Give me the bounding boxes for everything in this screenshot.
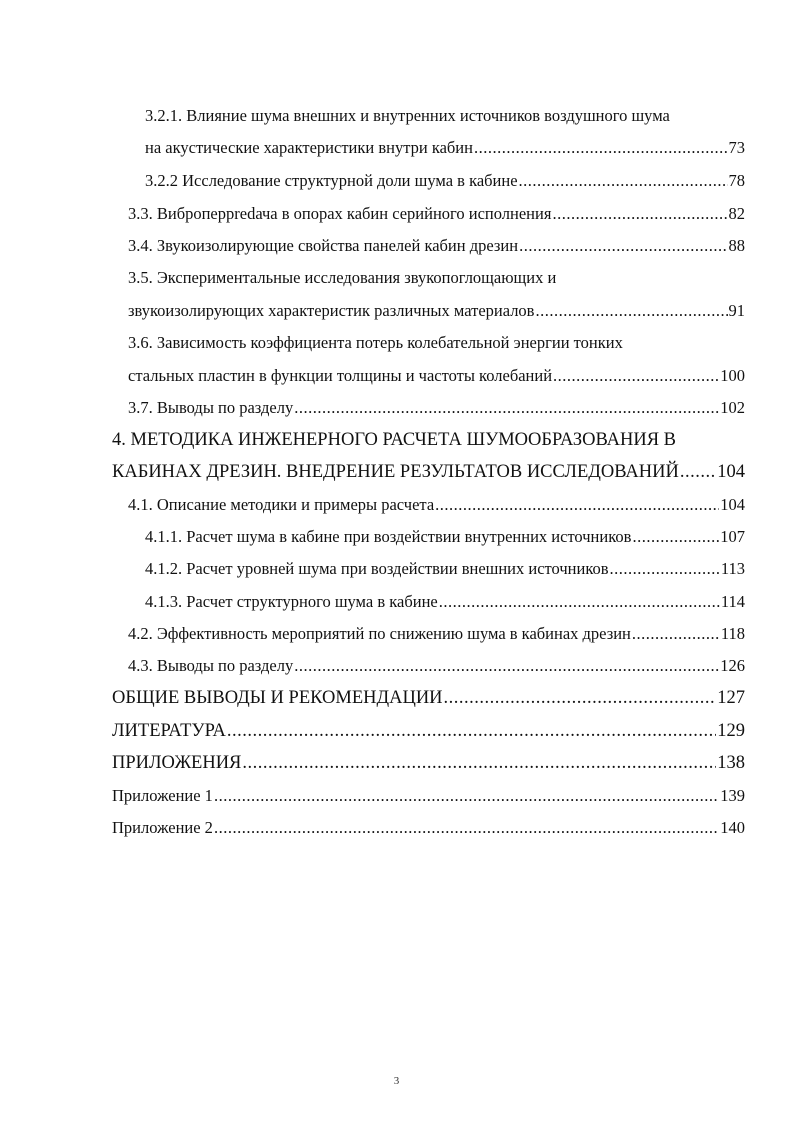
toc-page-number: 102 — [720, 398, 745, 417]
leader-dots — [214, 818, 719, 838]
toc-entry-3-2-2 — [145, 171, 745, 191]
toc-entry-text: 4.1.2. Расчет уровней шума при воздействии внешних источников — [145, 559, 609, 578]
leader-dots — [680, 462, 716, 482]
leader-dots — [474, 138, 728, 158]
leader-dots — [519, 171, 728, 191]
toc-entry-4-1 — [128, 495, 745, 515]
toc-entry-4-1-2 — [145, 559, 745, 579]
toc-entry-text: Приложение 1 — [112, 786, 213, 805]
leader-dots — [632, 527, 719, 547]
leader-dots — [242, 753, 716, 773]
toc-page-number: 139 — [720, 786, 745, 805]
toc-entry-text: Приложение 2 — [112, 818, 213, 837]
toc-entry-text: ОБЩИЕ ВЫВОДЫ И РЕКОМЕНДАЦИИ — [112, 688, 443, 708]
toc-entry-3-3 — [128, 204, 745, 224]
leader-dots — [435, 495, 719, 515]
toc-entry-4-2 — [128, 624, 745, 644]
toc-entry-text: 3.2.1. Влияние шума внешних и внутренних источников воздушного шума — [145, 106, 670, 125]
toc-entry-text: 4.2. Эффективность мероприятий по снижению шума в кабинах дрезин — [128, 624, 631, 643]
toc-entry-text: 3.4. Звукоизолирующие свойства панелей кабин дрезин — [128, 236, 519, 255]
leader-dots — [294, 398, 719, 418]
toc-entry-text: 3.6. Зависимость коэффициента потерь колебательной энергии тонких — [128, 333, 623, 352]
toc-page-number: 88 — [728, 236, 745, 255]
toc-page-number: 126 — [720, 656, 745, 675]
toc-entry-text: звукоизолирующих характеристик различных материалов — [128, 301, 535, 320]
toc-entry-4 — [112, 462, 745, 482]
leader-dots — [610, 559, 720, 579]
toc-entry-appendix-1 — [112, 786, 745, 806]
toc-entry-conclusions — [112, 688, 745, 708]
toc-entry-text: ЛИТЕРАТУРА — [112, 721, 226, 741]
toc-entry-text: 4.1.3. Расчет структурного шума в кабине — [145, 592, 438, 611]
toc-entry-text: 4.1.1. Расчет шума в кабине при воздействии внутренних источников — [145, 527, 632, 546]
leader-dots — [552, 204, 727, 224]
toc-page-number: 114 — [720, 592, 745, 611]
toc-entry-4-line1 — [112, 430, 745, 450]
toc-entry-4-1-1 — [145, 527, 745, 547]
toc-entry-text: 3.5. Экспериментальные исследования звукопоглощающих и — [128, 268, 557, 287]
toc-page-number: 91 — [728, 301, 745, 320]
toc-entry-text: КАБИНАХ ДРЕЗИН. ВНЕДРЕНИЕ РЕЗУЛЬТАТОВ ИССЛЕДОВАНИЙ — [112, 462, 679, 482]
toc-entry-3-6 — [128, 366, 745, 386]
toc-entry-appendix-2 — [112, 818, 745, 838]
toc-page-number: 104 — [717, 462, 745, 482]
toc-entry-text: на акустические характеристики внутри кабин — [145, 138, 473, 157]
toc-entry-literature — [112, 721, 745, 741]
leader-dots — [519, 236, 727, 256]
toc-entry-3-2-1-line1 — [145, 106, 745, 126]
toc-page-number: 107 — [720, 527, 745, 546]
leader-dots — [632, 624, 720, 644]
toc-entry-3-5-line1 — [128, 268, 745, 288]
toc-page-number: 127 — [717, 688, 745, 708]
toc-entry-text: ПРИЛОЖЕНИЯ — [112, 753, 242, 773]
toc-entry-text: 3.2.2 Исследование структурной доли шума в кабине — [145, 171, 518, 190]
toc-entry-3-7 — [128, 398, 745, 418]
toc-page-number: 118 — [720, 624, 745, 643]
page-number: 3 — [393, 1075, 400, 1087]
toc-entry-appendices — [112, 753, 745, 773]
leader-dots — [553, 366, 719, 386]
toc-entry-text: стальных пластин в функции толщины и частоты колебаний — [128, 366, 553, 385]
toc-page-number: 104 — [720, 495, 745, 514]
toc-page-number: 78 — [728, 171, 745, 190]
toc-entry-4-1-3 — [145, 592, 745, 612]
toc-page-number: 138 — [717, 753, 745, 773]
toc-entry-3-6-line1 — [128, 333, 745, 353]
leader-dots — [444, 688, 717, 708]
toc-page-number: 113 — [720, 559, 745, 578]
toc-page-number: 73 — [728, 138, 745, 157]
leader-dots — [535, 301, 727, 321]
toc-entry-text: 3.3. Виброперpredача в опорах кабин серийного исполнения — [128, 204, 552, 223]
toc-entry-3-5 — [128, 301, 745, 321]
toc-entry-3-2-1 — [145, 138, 745, 158]
toc-entry-text: 4. МЕТОДИКА ИНЖЕНЕРНОГО РАСЧЕТА ШУМООБРАЗОВАНИЯ В — [112, 430, 677, 450]
toc-page-number: 129 — [717, 721, 745, 741]
toc-entry-4-3 — [128, 656, 745, 676]
toc-page-number: 100 — [720, 366, 745, 385]
leader-dots — [439, 592, 720, 612]
leader-dots — [214, 786, 719, 806]
toc-page-number: 140 — [720, 818, 745, 837]
leader-dots — [227, 721, 716, 741]
toc-entry-text: 4.3. Выводы по разделу — [128, 656, 294, 675]
toc-entry-text: 3.7. Выводы по разделу — [128, 398, 294, 417]
toc-page-number: 82 — [728, 204, 745, 223]
leader-dots — [294, 656, 719, 676]
toc-entry-text: 4.1. Описание методики и примеры расчета — [128, 495, 435, 514]
toc-entry-3-4 — [128, 236, 745, 256]
